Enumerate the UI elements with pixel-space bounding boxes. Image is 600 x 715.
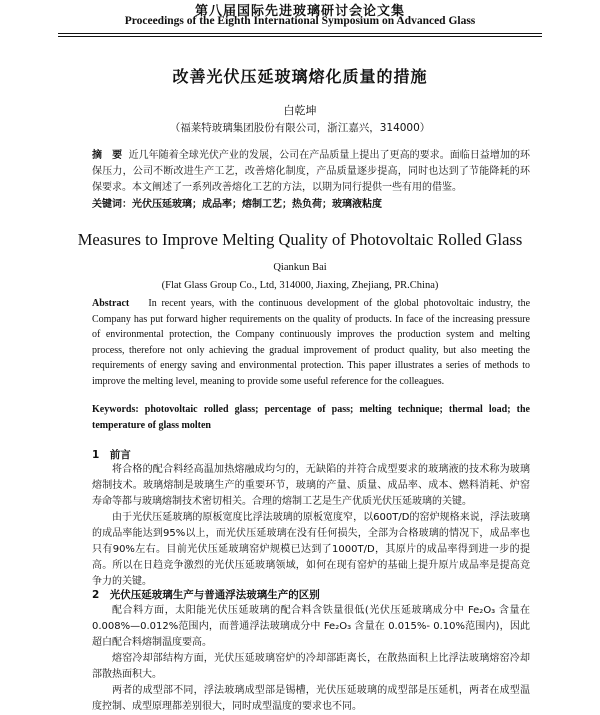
author-zh: 白乾坤	[283, 104, 317, 117]
header-rule-thin	[58, 36, 542, 37]
paper-title-zh: 改善光伏压延玻璃熔化质量的措施	[172, 67, 428, 86]
proceedings-title-zh: 第八届国际先进玻璃研讨会论文集	[194, 4, 405, 19]
keywords-en	[92, 402, 530, 433]
author-en: Qiankun Bai	[273, 262, 327, 273]
keywords-zh	[92, 197, 530, 213]
abstract-text-zh: 近几年随着全球光伏产业的发展，公司在产品质量上提出了更高的要求。面临日益增加的环保压力，公司不断改进生产工艺，改善熔化制度，产品质量逐步提高，同时也达到了节能降耗的环保要求。本文阐述了一系列改善熔化工艺的方法，以期为同行提供一些有用的借鉴。	[92, 150, 531, 193]
keywords-text-zh: 光伏压延玻璃；成品率；熔制工艺；热负荷；玻璃液粘度	[132, 199, 382, 210]
abstract-text-en: In recent years, with the continuous development of the global photovoltaic industry, the Company has put forward higher requirements on the quality of products. In face of the increasing pressure of environmental protection, the Company continuously improves the production system and melting process, therefore not only achieving the gradual improvement of product quality, but also meeting the requirements of energy saving and environmental protection. This paper illustrates a series of methods to improve the melting level, meaning to provide some useful reference for the colleagues.	[92, 298, 531, 387]
section-2-paragraph-2: 熔窑冷却部结构方面，光伏压延玻璃窑炉的冷却部距离长，在散热面积上比浮法玻璃熔窑冷却部散热面积大。	[92, 653, 530, 680]
proceedings-title-en: Proceedings of the Eighth International Symposium on Advanced Glass	[124, 15, 476, 27]
section-2-heading: 2 光伏压延玻璃生产与普通浮法玻璃生产的区别	[92, 589, 320, 601]
affiliation-zh: （福莱特玻璃集团股份有限公司，浙江嘉兴，314000）	[169, 122, 431, 134]
section-1-paragraph-1: 将合格的配合料经高温加热熔融成均匀的，无缺陷的并符合成型要求的玻璃液的技术称为玻璃熔制技术。玻璃熔制是玻璃生产的重要环节，玻璃的产量、质量、成品率、成本、燃料消耗、炉窑寿命等都与玻璃熔制技术密切相关。合理的熔制工艺是生产优质光伏压延玻璃的关键。	[92, 464, 530, 507]
header-rule-thick	[58, 33, 542, 34]
abstract-zh	[92, 148, 530, 196]
section-1-paragraph-2: 由于光伏压延玻璃的原板宽度比浮法玻璃的原板宽度窄，以600T/D的窑炉规格来说，浮法玻璃的成品率能达到95%以上，而光伏压延玻璃在没有任何损失，全部为合格玻璃的情况下，成品率也只有90%左右。目前光伏压延玻璃窑炉规模已达到了1000T/D，其原片的成品率得到进一步的提高。所以在日趋竞争激烈的光伏压延玻璃领域，如何在现有窑炉的基础上提升原片成品率是提高竞争力的关键。	[92, 512, 530, 587]
section-2-paragraph-1: 配合料方面，太阳能光伏压延玻璃的配合料含铁量很低(光伏压延玻璃成分中 Fe₂O₃ 含量在0.008%—0.012%范围内，而普通浮法玻璃成分中 Fe₂O₃ 含量在 0.015%- 0.10%范围内)，因此超白配合料熔制温度要高。	[92, 605, 530, 648]
keywords-label-zh: 关键词：	[92, 199, 132, 210]
keywords-label-en: Keywords:	[92, 404, 139, 415]
section-1-heading: 1 前言	[92, 449, 131, 461]
abstract-label-en: Abstract	[92, 298, 130, 309]
paper-title-en: Measures to Improve Melting Quality of Photovoltaic Rolled Glass	[77, 230, 523, 249]
affiliation-en: (Flat Glass Group Co., Ltd, 314000, Jiaxing, Zhejiang, PR.China)	[161, 280, 439, 291]
abstract-label-zh: 摘 要	[92, 150, 123, 161]
abstract-en	[92, 296, 530, 389]
section-2-paragraph-3: 两者的成型部不同，浮法玻璃成型部是锡槽，光伏压延玻璃的成型部是压延机，两者在成型温度控制、成型原理都差别很大，同时成型温度的要求也不同。	[92, 685, 530, 712]
keywords-text-en: photovoltaic rolled glass; percentage of pass; melting technique; thermal load; the temperature of glass molten	[92, 404, 530, 431]
